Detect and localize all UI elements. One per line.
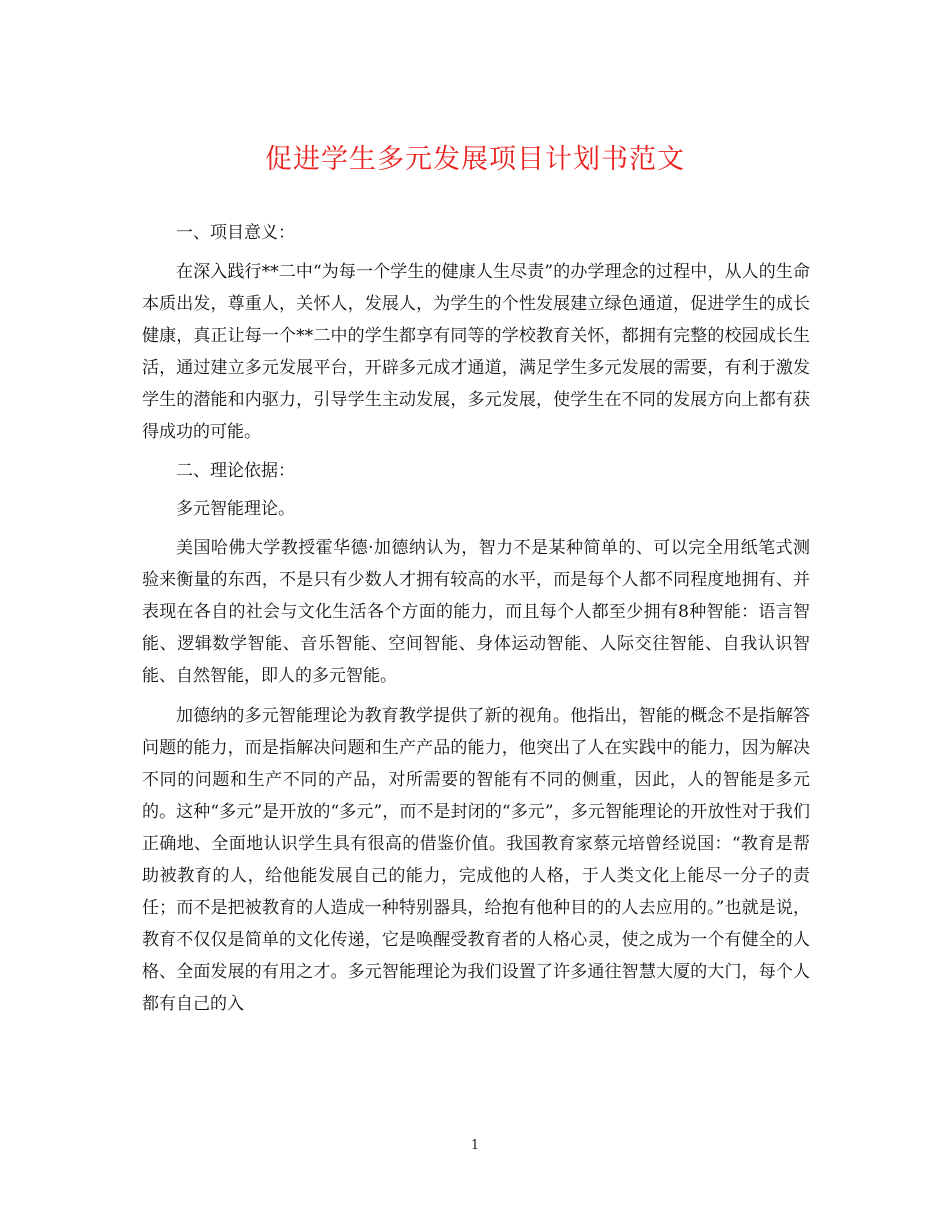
paragraph-theory-perspective: 加德纳的多元智能理论为教育教学提供了新的视角。他指出，智能的概念不是指解答问题的能力，而是指解决问题和生产产品的能力，他突出了人在实践中的能力，因为解决不同的问题和生产不同的产品，对所需要的智能有不同的侧重，因此，人的智能是多元的。这种“多元”是开放的“多元”，而不是封闭的“多元”，多元智能理论的开放性对于我们正确地、全面地认识学生具有很高的借鉴价值。我国教育家蔡元培曾经说国：“教育是帮助被教育的人，给他能发展自己的能力，完成他的人格，于人类文化上能尽一分子的责任；而不是把被教育的人造成一种特别器具，给抱有他种目的的人去应用的。”也就是说，教育不仅仅是简单的文化传递，它是唤醒受教育者的人格心灵，使之成为一个有健全的人格、全面发展的有用之才。多元智能理论为我们设置了许多通往智慧大厦的大门，每个人都有自己的入 xyxy=(142,706,810,1014)
subheading-multiple-intelligences: 多元智能理论。 xyxy=(176,499,295,519)
section-heading-theory: 二、理论依据： xyxy=(176,461,295,481)
section-heading-significance: 一、项目意义： xyxy=(176,223,295,243)
document-body xyxy=(142,218,810,1028)
paragraph-gardner: 美国哈佛大学教授霍华德·加德纳认为，智力不是某种简单的、可以完全用纸笔式测验来衡量的东西，不是只有少数人才拥有较高的水平，而是每个人都不同程度地拥有、并表现在各自的社会与文化生活各个方面的能力，而且每个人都至少拥有8种智能：语言智能、逻辑数学智能、音乐智能、空间智能、身体运动智能、人际交往智能、自我认识智能、自然智能，即人的多元智能。 xyxy=(142,538,810,686)
page-number: 1 xyxy=(470,1138,480,1153)
document-title: 促进学生多元发展项目计划书范文 xyxy=(265,144,685,175)
paragraph-significance: 在深入践行**二中“为每一个学生的健康人生尽责”的办学理念的过程中，从人的生命本质出发，尊重人，关怀人，发展人，为学生的个性发展建立绿色通道，促进学生的成长健康，真正让每一个**二中的学生都享有同等的学校教育关怀，都拥有完整的校园成长生活，通过建立多元发展平台，开辟多元成才通道，满足学生多元发展的需要，有利于激发学生的潜能和内驱力，引导学生主动发展，多元发展，使学生在不同的发展方向上都有获得成功的可能。 xyxy=(142,262,810,442)
